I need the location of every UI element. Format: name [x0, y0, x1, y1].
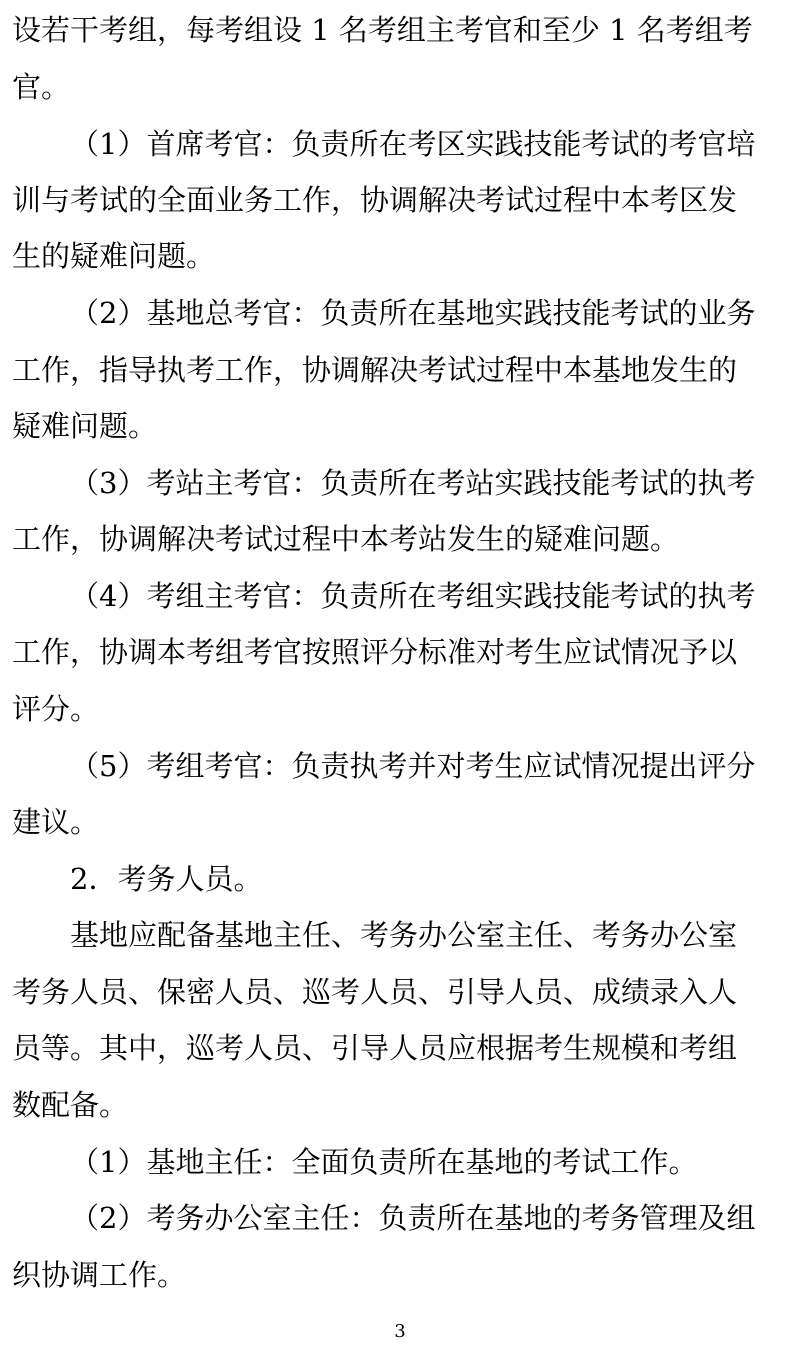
text-line: （2）考务办公室主任：负责所在基地的考务管理及组	[70, 1201, 756, 1235]
text-line: （3）考站主考官：负责所在考站实践技能考试的执考	[70, 466, 756, 500]
text-line: 设若干考组，每考组设 1 名考组主考官和至少 1 名考组考	[12, 13, 753, 47]
text-line: 基地应配备基地主任、考务办公室主任、考务办公室	[70, 918, 738, 952]
text-line: 生的疑难问题。	[12, 239, 216, 273]
page-number: 3	[394, 1321, 406, 1342]
section-heading: 2．考务人员。	[70, 862, 263, 896]
text-line: 考务人员、保密人员、巡考人员、引导人员、成绩录入人	[12, 975, 738, 1009]
text-line: 织协调工作。	[12, 1258, 187, 1292]
text-line: 建议。	[12, 805, 100, 839]
text-line: 员等。其中，巡考人员、引导人员应根据考生规模和考组	[12, 1031, 738, 1065]
text-line: 工作，指导执考工作，协调解决考试过程中本基地发生的	[12, 353, 738, 387]
text-line: 数配备。	[12, 1088, 129, 1122]
text-line: （4）考组主考官：负责所在考组实践技能考试的执考	[70, 579, 756, 613]
text-line: （1）基地主任：全面负责所在基地的考试工作。	[70, 1145, 698, 1179]
text-line: 官。	[12, 70, 71, 104]
text-line: 评分。	[12, 692, 100, 726]
text-line: 疑难问题。	[12, 409, 158, 443]
text-line: 工作，协调解决考试过程中本考站发生的疑难问题。	[12, 522, 680, 556]
text-line: （5）考组考官：负责执考并对考生应试情况提出评分	[70, 749, 756, 783]
text-line: （1）首席考官：负责所在考区实践技能考试的考官培	[70, 127, 756, 161]
text-line: 工作，协调本考组考官按照评分标准对考生应试情况予以	[12, 635, 738, 669]
text-line: （2）基地总考官：负责所在基地实践技能考试的业务	[70, 296, 756, 330]
text-line: 训与考试的全面业务工作，协调解决考试过程中本考区发	[12, 183, 738, 217]
